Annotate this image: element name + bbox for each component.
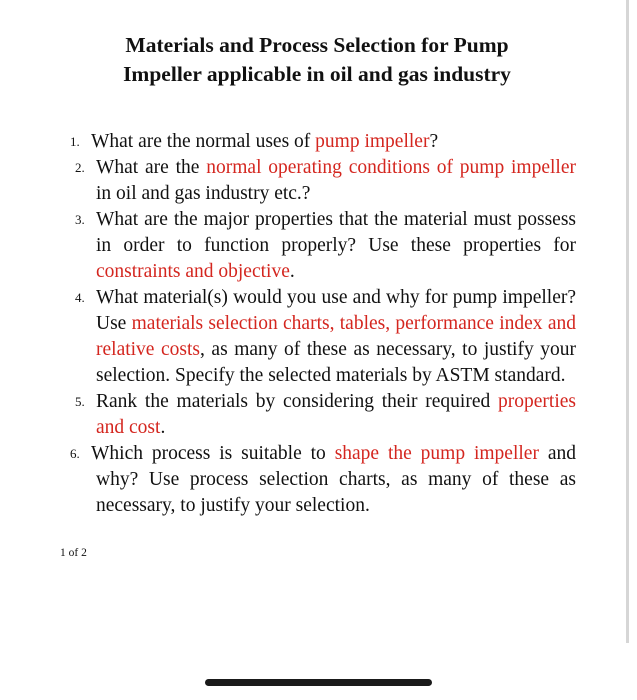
question-number: 6.: [70, 446, 80, 461]
question-item: [0, 129, 576, 155]
question-item: [0, 389, 576, 441]
title-line-1: Materials and Process Selection for Pump: [125, 33, 509, 57]
question-text: What material(s) would you use and why for pump impeller? Use materials selection charts, tables, performance index and relative costs, as many of these as necessary, to justify your selection. Specify the selected materials by ASTM standard.: [96, 287, 577, 386]
question-item: [0, 207, 576, 285]
highlighted-text: shape the pump impeller: [334, 443, 539, 464]
highlighted-text: constraints and objective: [96, 261, 290, 282]
question-item: [0, 285, 576, 389]
question-number: 1.: [70, 134, 80, 149]
question-number: 3.: [75, 212, 85, 227]
question-list: [0, 129, 637, 519]
question-item: [0, 155, 576, 207]
highlighted-text: properties and cost: [96, 391, 576, 438]
document-title: [60, 31, 574, 89]
highlighted-text: pump impeller: [315, 131, 430, 152]
question-text: What are the normal uses of pump impeller?: [91, 131, 439, 152]
question-number: 5.: [75, 394, 85, 409]
question-text: Rank the materials by considering their required properties and cost.: [96, 391, 576, 438]
question-text: What are the major properties that the material must possess in order to function properly? Use these properties for constraints and objective.: [96, 209, 576, 282]
highlighted-text: materials selection charts, tables, performance index and relative costs: [96, 313, 577, 360]
question-number: 4.: [75, 290, 85, 305]
home-indicator-bar[interactable]: [205, 679, 432, 686]
vertical-scrollbar[interactable]: [626, 0, 629, 643]
question-text: Which process is suitable to shape the pump impeller and why? Use process selection charts, as many of these as necessary, to justify your selection.: [91, 443, 576, 516]
question-item: [0, 441, 576, 519]
page-counter: 1 of 2: [60, 547, 87, 559]
question-text: What are the normal operating conditions of pump impeller in oil and gas industry etc.?: [96, 157, 576, 204]
highlighted-text: normal operating conditions of pump impeller: [206, 157, 576, 178]
title-line-2: Impeller applicable in oil and gas industry: [123, 62, 511, 86]
question-number: 2.: [75, 160, 85, 175]
